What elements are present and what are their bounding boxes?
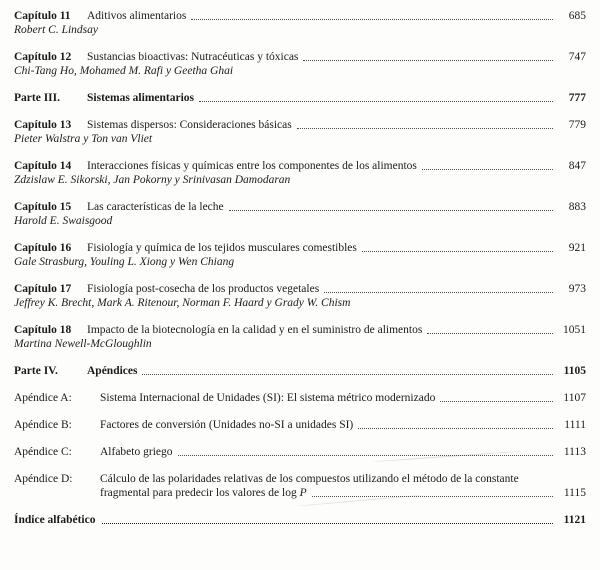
entry-label: Capítulo 17 [14,283,72,295]
dot-leader [191,19,553,20]
entry-authors: Zdzislaw E. Sikorski, Jan Pokorny y Srinivasan Damodaran [14,174,291,186]
entry-label: Capítulo 14 [14,160,72,172]
dot-leader [142,374,553,375]
entry-page: 685 [568,10,586,22]
dot-leader [358,428,553,429]
toc-entry-apendice-c [14,445,586,459]
entry-page: 1105 [563,365,586,377]
entry-page: 921 [568,242,586,254]
dot-leader [324,292,553,293]
entry-title: Factores de conversión (Unidades no-SI a unidades SI) [100,419,354,431]
toc-entry-apendice-a [14,391,586,405]
entry-page: 1107 [563,392,586,404]
entry-title-line-1: Cálculo de las polaridades relativas de los compuestos utilizando el método de la constante [100,473,519,485]
toc-entry-capitulo-14 [14,159,586,187]
dot-leader [427,333,553,334]
entry-page: 1115 [563,487,586,499]
entry-authors: Jeffrey K. Brecht, Mark A. Ritenour, Norman F. Haard y Grady W. Chism [14,297,351,309]
entry-title-block [100,472,586,500]
entry-page: 973 [568,283,586,295]
entry-authors: Robert C. Lindsay [14,24,99,36]
entry-title: Sustancias bioactivas: Nutracéuticas y tóxicas [87,51,299,63]
entry-authors: Martina Newell-McGloughlin [14,338,152,350]
entry-authors: Harold E. Swaisgood [14,215,113,227]
dot-leader [178,455,554,456]
entry-title: Fisiología y química de los tejidos musculares comestibles [87,242,357,254]
toc-entry-capitulo-12 [14,50,586,78]
entry-page: 1113 [563,446,586,458]
toc-entry-indice-alfabetico [14,513,586,527]
entry-title: Sistemas dispersos: Consideraciones básicas [87,119,292,131]
dot-leader [229,210,553,211]
entry-page: 1051 [563,324,586,336]
table-of-contents-page [14,9,586,527]
toc-entry-capitulo-17 [14,282,586,310]
entry-page: 847 [568,160,586,172]
entry-authors: Pieter Walstra y Ton van Vliet [14,133,153,145]
toc-entry-apendice-b [14,418,586,432]
entry-label: Capítulo 18 [14,324,72,336]
entry-label: Índice alfabético [14,514,96,526]
entry-title: Fisiología post-cosecha de los productos vegetales [87,283,320,295]
entry-label: Apéndice B: [14,419,72,431]
entry-authors: Gale Strasburg, Youling L. Xiong y Wen Chiang [14,256,235,268]
entry-title: Apéndices [87,365,138,377]
entry-label: Parte IV. [14,365,58,377]
entry-title-italic: P [299,487,307,499]
entry-page: 1121 [563,514,586,526]
entry-page: 883 [568,201,586,213]
entry-label: Apéndice D: [14,473,73,485]
dot-leader [362,251,553,252]
dot-leader [102,523,553,524]
entry-title-line-2 [100,486,307,500]
toc-entry-capitulo-15 [14,200,586,228]
entry-label: Capítulo 12 [14,51,72,63]
dot-leader [422,169,553,170]
toc-entry-capitulo-13 [14,118,586,146]
entry-page: 1111 [564,419,586,431]
entry-label: Capítulo 15 [14,201,72,213]
toc-entry-parte-iv [14,364,586,378]
toc-entry-capitulo-18 [14,323,586,351]
dot-leader [440,401,553,402]
entry-authors: Chi-Tang Ho, Mohamed M. Rafi y Geetha Ghai [14,65,234,77]
entry-label: Parte III. [14,92,60,104]
entry-label: Apéndice A: [14,392,72,404]
dot-leader [199,101,553,102]
entry-title: Interacciones físicas y químicas entre los componentes de los alimentos [87,160,417,172]
toc-entry-capitulo-16 [14,241,586,269]
toc-entry-capitulo-11 [14,9,586,37]
dot-leader [303,60,553,61]
entry-title: Alfabeto griego [100,446,173,458]
entry-title: Sistema Internacional de Unidades (SI): El sistema métrico modernizado [100,392,436,404]
entry-title: Impacto de la biotecnología en la calidad y en el suministro de alimentos [87,324,423,336]
entry-page: 747 [568,51,586,63]
dot-leader [297,128,553,129]
entry-label: Capítulo 13 [14,119,72,131]
entry-label: Apéndice C: [14,446,72,458]
toc-entry-apendice-d [14,472,586,500]
entry-page: 779 [568,119,586,131]
entry-title-text: fragmental para predecir los valores de log [100,487,300,499]
dot-leader [312,496,553,497]
toc-entry-parte-iii [14,91,586,105]
entry-label: Capítulo 16 [14,242,72,254]
entry-title: Aditivos alimentarios [87,10,187,22]
entry-page: 777 [568,92,586,104]
entry-title: Las características de la leche [87,201,224,213]
entry-label: Capítulo 11 [14,10,71,22]
entry-title: Sistemas alimentarios [87,92,195,104]
